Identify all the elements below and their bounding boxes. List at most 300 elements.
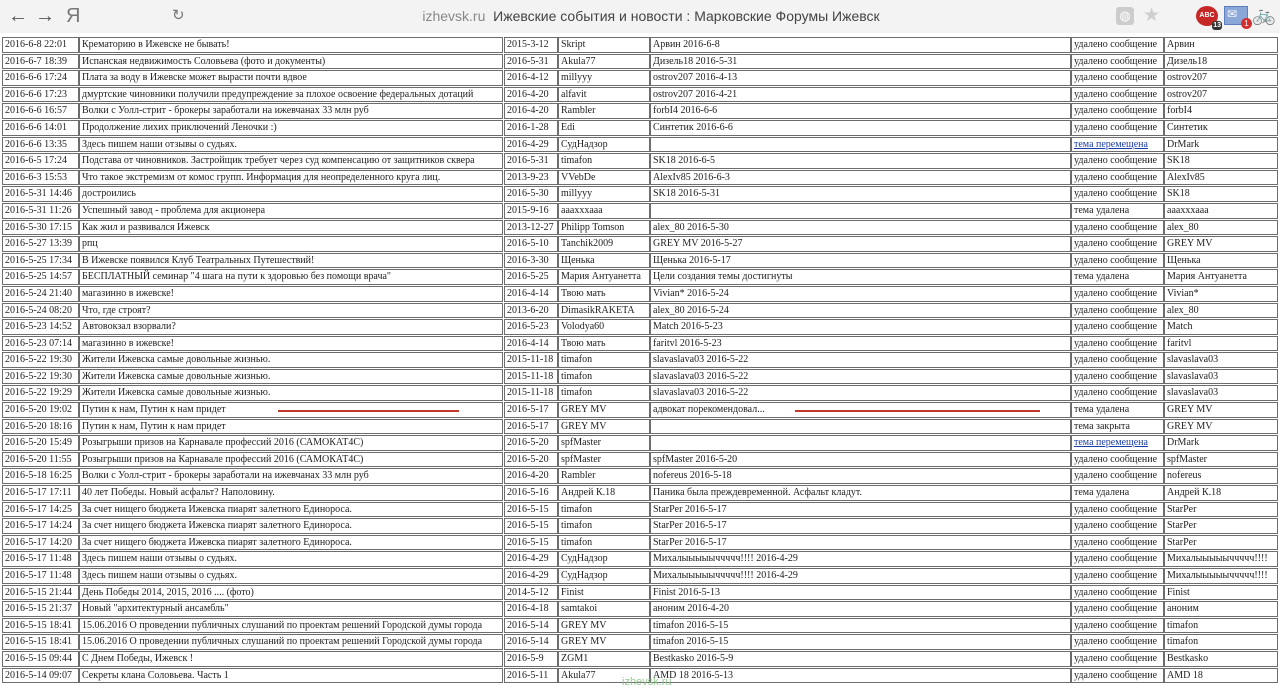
row-title[interactable]: В Ижевске появился Клуб Театральных Путешествий! (79, 253, 503, 269)
row-last-post (650, 203, 1071, 219)
row-author: Щенька (558, 253, 650, 269)
yandex-logo-button[interactable]: Я (66, 5, 81, 27)
row-author: GREY MV (558, 419, 650, 435)
row-author: GREY MV (558, 618, 650, 634)
row-status: удалено сообщение (1071, 303, 1164, 319)
row-author: Rambler (558, 468, 650, 484)
table-row (0, 36, 1280, 53)
row-last-post: Паника была преждевременной. Асфальт кладут. (650, 485, 1071, 501)
status-link[interactable]: тема перемещена (1074, 437, 1148, 449)
row-last-post: StarPer 2016-5-17 (650, 535, 1071, 551)
row-by-user: aaaxxxaaa (1164, 203, 1278, 219)
row-by-user: SK18 (1164, 186, 1278, 202)
table-row (0, 567, 1280, 584)
row-created: 2016-4-20 (504, 103, 558, 119)
table-row (0, 584, 1280, 601)
row-author: СудНадзор (558, 137, 650, 153)
row-date: 2016-5-31 11:26 (2, 203, 79, 219)
table-row (0, 318, 1280, 335)
row-title[interactable]: Подстава от чиновников. Застройщик требует через суд компенсацию от защитников сквера (79, 153, 503, 169)
row-status: удалено сообщение (1071, 634, 1164, 650)
row-date: 2016-6-6 17:23 (2, 87, 79, 103)
red-underline-left (278, 410, 459, 412)
row-last-post: slavaslava03 2016-5-22 (650, 352, 1071, 368)
row-author: ZGM1 (558, 651, 650, 667)
row-by-user: Михалыыыыыччччч!!!! (1164, 568, 1278, 584)
row-status: удалено сообщение (1071, 568, 1164, 584)
row-date: 2016-5-22 19:30 (2, 352, 79, 368)
row-last-post: alex_80 2016-5-30 (650, 220, 1071, 236)
mail-icon[interactable]: ✉ 1 (1224, 6, 1248, 25)
extension-abp-badge: 13 (1213, 22, 1221, 29)
row-created: 2016-1-28 (504, 120, 558, 136)
row-title[interactable]: Розыгрыши призов на Карнавале профессий 2016 (САМОКАТ4С) (79, 452, 503, 468)
table-row (0, 617, 1280, 634)
row-title[interactable]: Секреты клана Соловьева. Часть 1 (79, 668, 503, 684)
row-last-post (650, 419, 1071, 435)
row-author: timafon (558, 518, 650, 534)
address-bar[interactable] (196, 0, 1106, 33)
row-created: 2016-5-10 (504, 236, 558, 252)
row-last-post: Цели создания темы достигнуты (650, 269, 1071, 285)
row-date: 2016-5-20 19:02 (2, 402, 79, 418)
extension-abp-label: ABC (1199, 12, 1215, 19)
back-button[interactable]: ← (8, 5, 28, 27)
row-by-user: forbI4 (1164, 103, 1278, 119)
row-status: удалено сообщение (1071, 502, 1164, 518)
row-by-user: Мария Антуанетта (1164, 269, 1278, 285)
row-title[interactable]: БЕСПЛАТНЫЙ семинар "4 шага на пути к здоровью без помощи врача" (79, 269, 503, 285)
row-author: Volodya60 (558, 319, 650, 335)
row-date: 2016-5-23 14:52 (2, 319, 79, 335)
row-title[interactable]: 40 лет Победы. Новый асфальт? Наполовину. (79, 485, 503, 501)
row-by-user: slavaslava03 (1164, 369, 1278, 385)
row-title[interactable]: Здесь пишем наши отзывы о судьях. (79, 551, 503, 567)
row-by-user: GREY MV (1164, 402, 1278, 418)
row-date: 2016-5-24 08:20 (2, 303, 79, 319)
row-created: 2016-4-20 (504, 87, 558, 103)
row-title[interactable]: 15.06.2016 О проведении публичных слушаний по проектам решений Городской думы города (79, 618, 503, 634)
status-link[interactable]: тема перемещена (1074, 138, 1148, 150)
row-by-user: DrMark (1164, 137, 1278, 153)
row-last-post: GREY MV 2016-5-27 (650, 236, 1071, 252)
row-author: Твою мать (558, 286, 650, 302)
row-by-user: slavaslava03 (1164, 385, 1278, 401)
row-status (1071, 435, 1164, 451)
row-date: 2016-5-17 14:25 (2, 502, 79, 518)
row-title[interactable]: достроились (79, 186, 503, 202)
row-by-user: DrMark (1164, 435, 1278, 451)
row-by-user: Finist (1164, 585, 1278, 601)
table-row (0, 451, 1280, 468)
table-row (0, 169, 1280, 186)
row-author: timafon (558, 535, 650, 551)
row-created: 2016-5-15 (504, 535, 558, 551)
row-last-post: Михалыыыыыччччч!!!! 2016-4-29 (650, 551, 1071, 567)
row-date: 2016-5-25 14:57 (2, 269, 79, 285)
row-last-post: SK18 2016-5-31 (650, 186, 1071, 202)
row-author: millyyy (558, 70, 650, 86)
row-date: 2016-5-15 21:37 (2, 601, 79, 617)
row-status: удалено сообщение (1071, 601, 1164, 617)
row-created: 2016-5-31 (504, 54, 558, 70)
row-last-post: AlexIv85 2016-6-3 (650, 170, 1071, 186)
row-date: 2016-5-20 11:55 (2, 452, 79, 468)
row-last-post: ostrov207 2016-4-21 (650, 87, 1071, 103)
row-status: удалено сообщение (1071, 186, 1164, 202)
row-title[interactable]: магазинно в ижевске! (79, 336, 503, 352)
row-title[interactable]: Здесь пишем наши отзывы о судьях. (79, 137, 503, 153)
page-title: Ижевские события и новости : Марковские Форумы Ижевск (493, 8, 880, 24)
table-row (0, 219, 1280, 236)
row-status: тема удалена (1071, 269, 1164, 285)
row-status: удалено сообщение (1071, 153, 1164, 169)
row-title[interactable]: Автовокзал взорвали? (79, 319, 503, 335)
row-created: 2016-5-11 (504, 668, 558, 684)
row-last-post: StarPer 2016-5-17 (650, 518, 1071, 534)
row-created: 2016-5-14 (504, 634, 558, 650)
row-created: 2016-5-15 (504, 518, 558, 534)
row-created: 2013-9-23 (504, 170, 558, 186)
row-title[interactable]: Что такое экстремизм от комос групп. Информация для неопределенного круга лиц. (79, 170, 503, 186)
table-row (0, 152, 1280, 169)
table-row (0, 252, 1280, 269)
row-date: 2016-5-20 15:49 (2, 435, 79, 451)
extension-abp-icon[interactable] (1196, 6, 1221, 29)
row-last-post: timafon 2016-5-15 (650, 634, 1071, 650)
row-last-post: slavaslava03 2016-5-22 (650, 369, 1071, 385)
row-by-user: Андрей К.18 (1164, 485, 1278, 501)
row-last-post: ostrov207 2016-4-13 (650, 70, 1071, 86)
row-date: 2016-5-20 18:16 (2, 419, 79, 435)
mail-badge: 1 (1241, 18, 1252, 29)
row-created: 2016-4-18 (504, 601, 558, 617)
row-author: timafon (558, 352, 650, 368)
table-row (0, 401, 1280, 418)
row-status: удалено сообщение (1071, 120, 1164, 136)
row-author: Finist (558, 585, 650, 601)
row-date: 2016-5-15 09:44 (2, 651, 79, 667)
row-date: 2016-6-3 15:53 (2, 170, 79, 186)
row-author: GREY MV (558, 402, 650, 418)
table-row (0, 384, 1280, 401)
row-status: удалено сообщение (1071, 54, 1164, 70)
row-status: удалено сообщение (1071, 535, 1164, 551)
row-author: VVebDe (558, 170, 650, 186)
row-created: 2016-4-14 (504, 286, 558, 302)
row-author: spfMaster (558, 452, 650, 468)
row-by-user: GREY MV (1164, 419, 1278, 435)
browser-toolbar (0, 0, 1280, 34)
row-title[interactable]: Путин к нам, Путин к нам придет (79, 419, 503, 435)
table-row (0, 335, 1280, 352)
row-last-post: faritvl 2016-5-23 (650, 336, 1071, 352)
row-status: удалено сообщение (1071, 253, 1164, 269)
row-title[interactable]: магазинно в ижевске! (79, 286, 503, 302)
row-date: 2016-5-22 19:29 (2, 385, 79, 401)
row-last-post: Синтетик 2016-6-6 (650, 120, 1071, 136)
row-last-post (650, 137, 1071, 153)
row-date: 2016-5-31 14:46 (2, 186, 79, 202)
row-title[interactable]: 15.06.2016 О проведении публичных слушаний по проектам решений Городской думы города (79, 634, 503, 650)
row-title[interactable]: рпц (79, 236, 503, 252)
row-created: 2016-5-25 (504, 269, 558, 285)
row-date: 2016-5-27 13:39 (2, 236, 79, 252)
row-title[interactable]: Здесь пишем наши отзывы о судьях. (79, 568, 503, 584)
row-title[interactable]: Успешный завод - проблема для акционера (79, 203, 503, 219)
row-status: удалено сообщение (1071, 103, 1164, 119)
row-date: 2016-5-17 14:20 (2, 535, 79, 551)
row-date: 2016-5-23 07:14 (2, 336, 79, 352)
row-status: удалено сообщение (1071, 37, 1164, 53)
row-by-user: alex_80 (1164, 303, 1278, 319)
row-created: 2016-5-20 (504, 435, 558, 451)
row-created: 2015-11-18 (504, 352, 558, 368)
row-status: удалено сообщение (1071, 319, 1164, 335)
row-by-user: StarPer (1164, 518, 1278, 534)
row-by-user: StarPer (1164, 502, 1278, 518)
table-row (0, 119, 1280, 136)
row-by-user: alex_80 (1164, 220, 1278, 236)
table-row (0, 467, 1280, 484)
row-status: удалено сообщение (1071, 385, 1164, 401)
row-date: 2016-6-6 16:57 (2, 103, 79, 119)
row-last-post: nofereus 2016-5-18 (650, 468, 1071, 484)
row-date: 2016-5-17 17:11 (2, 485, 79, 501)
bookmark-star-icon[interactable]: ★ (1143, 5, 1161, 26)
table-row (0, 235, 1280, 252)
row-title[interactable]: Волки с Уолл-стрит - брокеры заработали на ижевчанах 33 млн руб (79, 468, 503, 484)
table-row (0, 268, 1280, 285)
row-last-post: forbI4 2016-6-6 (650, 103, 1071, 119)
row-by-user: Щенька (1164, 253, 1278, 269)
row-created: 2016-5-16 (504, 485, 558, 501)
row-title[interactable]: Жители Ижевска самые довольные жизнью. (79, 369, 503, 385)
row-by-user: timafon (1164, 634, 1278, 650)
row-date: 2016-5-15 18:41 (2, 634, 79, 650)
table-row (0, 102, 1280, 119)
table-row (0, 517, 1280, 534)
row-created: 2016-5-17 (504, 419, 558, 435)
row-status: удалено сообщение (1071, 518, 1164, 534)
row-created: 2016-5-20 (504, 452, 558, 468)
row-author: СудНадзор (558, 568, 650, 584)
row-by-user: StarPer (1164, 535, 1278, 551)
row-author: Мария Антуанетта (558, 269, 650, 285)
row-last-post: Михалыыыыыччччч!!!! 2016-4-29 (650, 568, 1071, 584)
row-by-user: Дизель18 (1164, 54, 1278, 70)
row-status: удалено сообщение (1071, 668, 1164, 684)
row-created: 2016-5-17 (504, 402, 558, 418)
row-date: 2016-5-22 19:30 (2, 369, 79, 385)
row-by-user: ostrov207 (1164, 70, 1278, 86)
table-row (0, 434, 1280, 451)
row-status: удалено сообщение (1071, 87, 1164, 103)
row-created: 2014-5-12 (504, 585, 558, 601)
bike-icon[interactable]: 🚲 (1252, 5, 1276, 26)
row-title[interactable]: дмуртские чиновники получили предупреждение за плохое освоение федеральных дотаций (79, 87, 503, 103)
row-last-post (650, 435, 1071, 451)
row-status: удалено сообщение (1071, 236, 1164, 252)
row-created: 2016-5-23 (504, 319, 558, 335)
row-date: 2016-6-8 22:01 (2, 37, 79, 53)
row-author: Philipp Tomson (558, 220, 650, 236)
row-title[interactable]: День Победы 2014, 2015, 2016 .... (фото) (79, 585, 503, 601)
row-last-post: AMD 18 2016-5-13 (650, 668, 1071, 684)
row-title[interactable]: Испанская недвижимость Соловьева (фото и документы) (79, 54, 503, 70)
row-title[interactable]: Волки с Уолл-стрит - брокеры заработали на ижевчанах 33 млн руб (79, 103, 503, 119)
row-created: 2016-5-30 (504, 186, 558, 202)
table-row (0, 136, 1280, 153)
row-last-post: alex_80 2016-5-24 (650, 303, 1071, 319)
table-row (0, 650, 1280, 667)
row-created: 2015-11-18 (504, 385, 558, 401)
row-status: тема удалена (1071, 402, 1164, 418)
row-author: Tanchik2009 (558, 236, 650, 252)
row-status: удалено сообщение (1071, 618, 1164, 634)
row-last-post: spfMaster 2016-5-20 (650, 452, 1071, 468)
page-top-edge (0, 33, 1280, 36)
row-title[interactable]: Как жил и развивался Ижевск (79, 220, 503, 236)
row-author: timafon (558, 502, 650, 518)
row-date: 2016-6-6 13:35 (2, 137, 79, 153)
row-status: удалено сообщение (1071, 220, 1164, 236)
row-last-post: Match 2016-5-23 (650, 319, 1071, 335)
row-author: spfMaster (558, 435, 650, 451)
table-row (0, 534, 1280, 551)
row-by-user: AlexIv85 (1164, 170, 1278, 186)
row-title[interactable]: Жители Ижевска самые довольные жизнью. (79, 385, 503, 401)
row-date: 2016-5-17 11:48 (2, 568, 79, 584)
row-author: Rambler (558, 103, 650, 119)
row-author: timafon (558, 369, 650, 385)
row-created: 2016-4-29 (504, 551, 558, 567)
row-date: 2016-5-14 09:07 (2, 668, 79, 684)
row-title[interactable]: За счет нищего бюджета Ижевска пиарят залетного Единороса. (79, 502, 503, 518)
row-date: 2016-5-17 14:24 (2, 518, 79, 534)
row-author: timafon (558, 153, 650, 169)
row-date: 2016-5-18 16:25 (2, 468, 79, 484)
watermark: izhevsk.ru (622, 676, 672, 688)
row-last-post: аноним 2016-4-20 (650, 601, 1071, 617)
row-date: 2016-5-24 21:40 (2, 286, 79, 302)
row-by-user: аноним (1164, 601, 1278, 617)
row-title[interactable]: Что, где строят? (79, 303, 503, 319)
row-created: 2016-4-14 (504, 336, 558, 352)
globe-icon[interactable]: ◍ (1116, 7, 1134, 25)
row-date: 2016-6-6 14:01 (2, 120, 79, 136)
row-by-user: ostrov207 (1164, 87, 1278, 103)
table-row (0, 501, 1280, 518)
forward-button[interactable]: → (35, 5, 55, 27)
row-by-user: SK18 (1164, 153, 1278, 169)
row-title[interactable]: Путин к нам, Путин к нам придет (79, 402, 503, 418)
row-title[interactable]: Продолжение лихих приключений Леночки :) (79, 120, 503, 136)
row-status: удалено сообщение (1071, 651, 1164, 667)
table-row (0, 202, 1280, 219)
reload-icon[interactable]: ↻ (172, 7, 185, 24)
row-title[interactable]: Плата за воду в Ижевске может вырасти почти вдвое (79, 70, 503, 86)
row-status: тема закрыта (1071, 419, 1164, 435)
table-row (0, 550, 1280, 567)
row-date: 2016-6-5 17:24 (2, 153, 79, 169)
row-created: 2015-9-16 (504, 203, 558, 219)
row-status: удалено сообщение (1071, 286, 1164, 302)
row-last-post: Дизель18 2016-5-31 (650, 54, 1071, 70)
row-status: тема удалена (1071, 485, 1164, 501)
row-author: Skript (558, 37, 650, 53)
table-row (0, 302, 1280, 319)
row-created: 2016-5-15 (504, 502, 558, 518)
table-row (0, 185, 1280, 202)
row-title[interactable]: Жители Ижевска самые довольные жизнью. (79, 352, 503, 368)
row-last-post: Арвин 2016-6-8 (650, 37, 1071, 53)
address-domain: izhevsk.ru (422, 8, 486, 24)
row-created: 2013-12-27 (504, 220, 558, 236)
row-title[interactable]: Новый "архитектурный ансамбль" (79, 601, 503, 617)
row-created: 2015-3-12 (504, 37, 558, 53)
row-author: Edi (558, 120, 650, 136)
row-author: samtakoi (558, 601, 650, 617)
row-title[interactable]: Розыгрыши призов на Карнавале профессий 2016 (САМОКАТ4С) (79, 435, 503, 451)
row-status: удалено сообщение (1071, 369, 1164, 385)
row-by-user: Match (1164, 319, 1278, 335)
table-row (0, 351, 1280, 368)
row-status: удалено сообщение (1071, 585, 1164, 601)
row-last-post: Щенька 2016-5-17 (650, 253, 1071, 269)
row-date: 2016-5-15 18:41 (2, 618, 79, 634)
row-by-user: timafon (1164, 618, 1278, 634)
row-title[interactable]: За счет нищего бюджета Ижевска пиарят залетного Единороса. (79, 518, 503, 534)
row-created: 2016-4-29 (504, 137, 558, 153)
row-last-post: StarPer 2016-5-17 (650, 502, 1071, 518)
row-created: 2016-4-29 (504, 568, 558, 584)
row-status: тема удалена (1071, 203, 1164, 219)
row-author: Андрей К.18 (558, 485, 650, 501)
row-status: удалено сообщение (1071, 170, 1164, 186)
row-last-post: SK18 2016-6-5 (650, 153, 1071, 169)
row-by-user: nofereus (1164, 468, 1278, 484)
row-status: удалено сообщение (1071, 352, 1164, 368)
row-author: Akula77 (558, 54, 650, 70)
row-created: 2016-5-31 (504, 153, 558, 169)
row-created: 2016-4-20 (504, 468, 558, 484)
row-created: 2016-3-30 (504, 253, 558, 269)
row-title[interactable]: Крематорию в Ижевске не бывать! (79, 37, 503, 53)
table-row (0, 633, 1280, 650)
row-last-post: адвокат порекомендовал... (650, 402, 1071, 418)
row-title[interactable]: С Днем Победы, Ижевск ! (79, 651, 503, 667)
table-row (0, 285, 1280, 302)
row-author: timafon (558, 385, 650, 401)
row-by-user: spfMaster (1164, 452, 1278, 468)
table-row (0, 69, 1280, 86)
row-last-post: timafon 2016-5-15 (650, 618, 1071, 634)
row-author: millyyy (558, 186, 650, 202)
row-status: удалено сообщение (1071, 452, 1164, 468)
row-by-user: Михалыыыыыччччч!!!! (1164, 551, 1278, 567)
row-author: GREY MV (558, 634, 650, 650)
row-date: 2016-6-7 18:39 (2, 54, 79, 70)
row-created: 2016-5-9 (504, 651, 558, 667)
row-status: удалено сообщение (1071, 468, 1164, 484)
row-date: 2016-5-25 17:34 (2, 253, 79, 269)
row-status (1071, 137, 1164, 153)
row-by-user: Bestkasko (1164, 651, 1278, 667)
row-author: Akula77 (558, 668, 650, 684)
row-by-user: GREY MV (1164, 236, 1278, 252)
row-title[interactable]: За счет нищего бюджета Ижевска пиарят залетного Единороса. (79, 535, 503, 551)
